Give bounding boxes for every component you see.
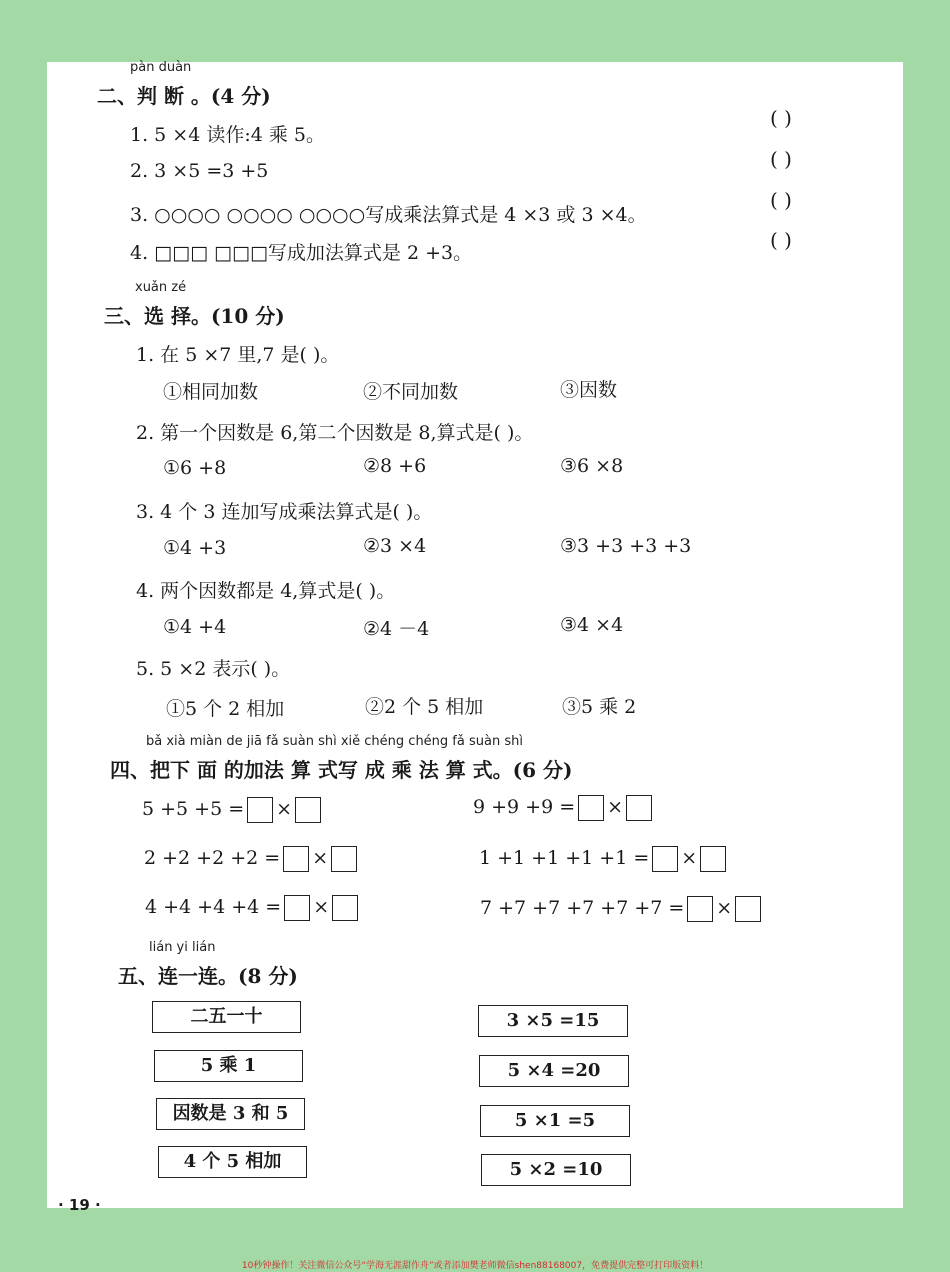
section3-pinyin: xuǎn zé [135, 280, 187, 295]
choice-2-option-1[interactable]: ①6 +8 [163, 457, 227, 479]
choice-5-option-1[interactable]: ①5 个 2 相加 [166, 698, 285, 720]
match-right-card-3[interactable]: 5 ×1 =5 [480, 1105, 630, 1137]
addition-expression: 4 +4 +4 +4 = [145, 896, 282, 918]
section5-pinyin: lián yi lián [149, 940, 216, 955]
conversion-row-left-3 [145, 895, 361, 921]
judge-item-2: 2. 3 ×5 =3 +5 [130, 160, 269, 182]
conversion-row-left-2 [144, 846, 360, 872]
times-sign: × [276, 798, 293, 820]
answer-box[interactable] [284, 895, 310, 921]
addition-expression: 1 +1 +1 +1 +1 = [479, 847, 650, 869]
page-number: · 19 · [58, 1196, 101, 1214]
addition-expression: 2 +2 +2 +2 = [144, 847, 281, 869]
section4-title: 四、把下 面 的加法 算 式写 成 乘 法 算 式。(6 分) [110, 758, 573, 782]
choice-2-option-3[interactable]: ③6 ×8 [560, 455, 624, 477]
choice-2-option-2[interactable]: ②8 +6 [363, 455, 427, 477]
choice-question-3: 3. 4 个 3 连加写成乘法算式是( )。 [136, 501, 433, 523]
judge-answer-3[interactable]: ( ) [770, 188, 792, 212]
conversion-row-right-2 [479, 846, 729, 872]
section5-title: 五、连一连。(8 分) [118, 964, 298, 988]
conversion-row-right-1 [473, 795, 655, 821]
section3-title: 三、选 择。(10 分) [104, 304, 285, 328]
times-sign: × [681, 847, 698, 869]
times-sign: × [313, 896, 330, 918]
choice-4-option-3[interactable]: ③4 ×4 [560, 614, 624, 636]
times-sign: × [607, 796, 624, 818]
choice-3-option-2[interactable]: ②3 ×4 [363, 535, 427, 557]
answer-box[interactable] [700, 846, 726, 872]
choice-4-option-1[interactable]: ①4 +4 [163, 616, 227, 638]
answer-box[interactable] [735, 896, 761, 922]
match-left-card-1[interactable]: 二五一十 [152, 1001, 301, 1033]
judge-item-4: 4. □□□ □□□写成加法算式是 2 +3。 [130, 242, 473, 264]
choice-4-option-2[interactable]: ②4 －4 [363, 618, 430, 640]
match-left-card-2[interactable]: 5 乘 1 [154, 1050, 303, 1082]
footer-note: 10秒钟操作！关注微信公众号“学海无涯甜作舟”或者添加樊老师微信shen88168007，免费提供完整可打印版资料！ [241, 1261, 709, 1271]
choice-question-2: 2. 第一个因数是 6,第二个因数是 8,算式是( )。 [136, 422, 534, 444]
choice-question-5: 5. 5 ×2 表示( )。 [136, 658, 291, 680]
choice-5-option-3[interactable]: ③5 乘 2 [562, 696, 637, 718]
answer-box[interactable] [626, 795, 652, 821]
section2-pinyin: pàn duàn [130, 60, 192, 75]
answer-box[interactable] [295, 797, 321, 823]
answer-box[interactable] [283, 846, 309, 872]
match-left-card-3[interactable]: 因数是 3 和 5 [156, 1098, 305, 1130]
conversion-row-left-1 [142, 797, 324, 823]
choice-3-option-1[interactable]: ①4 +3 [163, 537, 227, 559]
times-sign: × [716, 897, 733, 919]
judge-answer-2[interactable]: ( ) [770, 147, 792, 171]
addition-expression: 9 +9 +9 = [473, 796, 576, 818]
conversion-row-right-3 [480, 896, 764, 922]
section2-title: 二、判 断 。(4 分) [97, 84, 271, 108]
choice-1-option-2[interactable]: ②不同加数 [363, 381, 459, 403]
judge-item-1: 1. 5 ×4 读作:4 乘 5。 [130, 124, 326, 146]
choice-5-option-2[interactable]: ②2 个 5 相加 [365, 696, 484, 718]
choice-3-option-3[interactable]: ③3 +3 +3 +3 [560, 535, 692, 557]
addition-expression: 5 +5 +5 = [142, 798, 245, 820]
answer-box[interactable] [331, 846, 357, 872]
judge-item-3: 3. ○○○○ ○○○○ ○○○○写成乘法算式是 4 ×3 或 3 ×4。 [130, 204, 647, 226]
section4-pinyin: bǎ xià miàn de jiā fǎ suàn shì xiě chéng chéng fǎ suàn shì [146, 734, 523, 749]
judge-answer-1[interactable]: ( ) [770, 106, 792, 130]
answer-box[interactable] [687, 896, 713, 922]
answer-box[interactable] [652, 846, 678, 872]
choice-1-option-3[interactable]: ③因数 [560, 379, 618, 401]
match-right-card-2[interactable]: 5 ×4 =20 [479, 1055, 629, 1087]
answer-box[interactable] [332, 895, 358, 921]
match-left-card-4[interactable]: 4 个 5 相加 [158, 1146, 307, 1178]
judge-answer-4[interactable]: ( ) [770, 228, 792, 252]
answer-box[interactable] [578, 795, 604, 821]
match-right-card-4[interactable]: 5 ×2 =10 [481, 1154, 631, 1186]
answer-box[interactable] [247, 797, 273, 823]
choice-question-4: 4. 两个因数都是 4,算式是( )。 [136, 580, 396, 602]
choice-1-option-1[interactable]: ①相同加数 [163, 381, 259, 403]
match-right-card-1[interactable]: 3 ×5 =15 [478, 1005, 628, 1037]
times-sign: × [312, 847, 329, 869]
choice-question-1: 1. 在 5 ×7 里,7 是( )。 [136, 344, 340, 366]
addition-expression: 7 +7 +7 +7 +7 +7 = [480, 897, 685, 919]
